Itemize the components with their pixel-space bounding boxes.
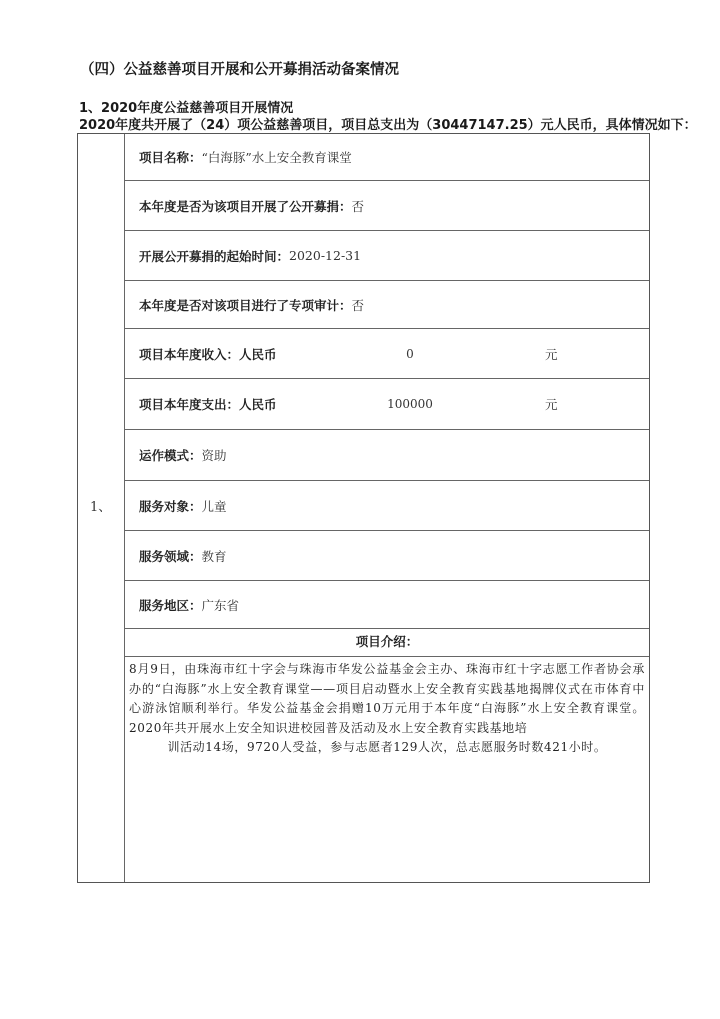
field-value: 否: [351, 198, 365, 214]
field-label: 项目本年度支出：人民币: [139, 397, 277, 412]
field-value: 资助: [201, 448, 227, 463]
field-value: 广东省: [201, 597, 240, 613]
income-unit: 元: [545, 346, 558, 362]
field-fundraising-start: [125, 231, 649, 281]
subsection-title: 1、2020年度公益慈善项目开展情况: [79, 101, 294, 116]
project-fields: [125, 134, 649, 882]
income-amount: 0: [406, 346, 414, 361]
field-special-audit: [125, 281, 649, 329]
section-title: （四）公益慈善项目开展和公开募捐活动备案情况: [80, 62, 399, 78]
intro-text-last: 训活动14场，9720人受益，参与志愿者129人次，总志愿服务时数421小时。: [167, 740, 607, 754]
intro-text: 8月9日，由珠海市红十字会与珠海市华发公益基金会主办、珠海市红十字志愿工作者协会承办的“白海豚”水上安全教育课堂——项目启动暨水上安全教育实践基地揭牌仪式在市体育中心游泳馆顺利举行。华发公益基金会捐赠10万元用于本年度“白海豚”水上安全教育课堂。2020年共开展水上安全知识进校园普及活动及水上安全教育实践基地培: [129, 662, 645, 735]
field-public-fundraising: [125, 181, 649, 231]
project-index: 1、: [90, 500, 112, 515]
expenditure-amount: 100000: [387, 397, 433, 411]
field-value: “白海豚”水上安全教育课堂: [201, 150, 352, 165]
field-label: 项目本年度收入：人民币: [139, 346, 277, 362]
field-income: [125, 329, 649, 379]
summary-line: 2020年度共开展了（24）项公益慈善项目，项目总支出为（30447147.25）元人民币，具体情况如下：: [79, 118, 697, 133]
field-label: 服务对象：: [139, 498, 202, 514]
intro-title: 项目介绍：: [125, 629, 649, 657]
field-label: 服务地区：: [139, 597, 202, 613]
expenditure-unit: 元: [545, 397, 558, 412]
field-project-name: [125, 134, 649, 181]
field-label: 运作模式：: [139, 448, 202, 463]
field-service-region: [125, 581, 649, 629]
index-column: [78, 134, 125, 882]
field-service-domain: [125, 531, 649, 581]
field-service-target: [125, 481, 649, 531]
field-value: 2020-12-31: [289, 248, 362, 263]
field-value: 教育: [201, 548, 227, 564]
field-label: 本年度是否为该项目开展了公开募捐：: [139, 198, 352, 214]
intro-body: [129, 660, 645, 758]
field-label: 服务领域：: [139, 548, 202, 564]
project-table: [77, 133, 650, 883]
field-value: 否: [351, 297, 365, 313]
field-label: 本年度是否对该项目进行了专项审计：: [139, 297, 352, 313]
field-expenditure: [125, 379, 649, 430]
field-label: 开展公开募捐的起始时间：: [139, 248, 290, 264]
field-value: 儿童: [201, 498, 227, 514]
field-label: 项目名称：: [139, 150, 202, 165]
field-operation-mode: [125, 430, 649, 481]
